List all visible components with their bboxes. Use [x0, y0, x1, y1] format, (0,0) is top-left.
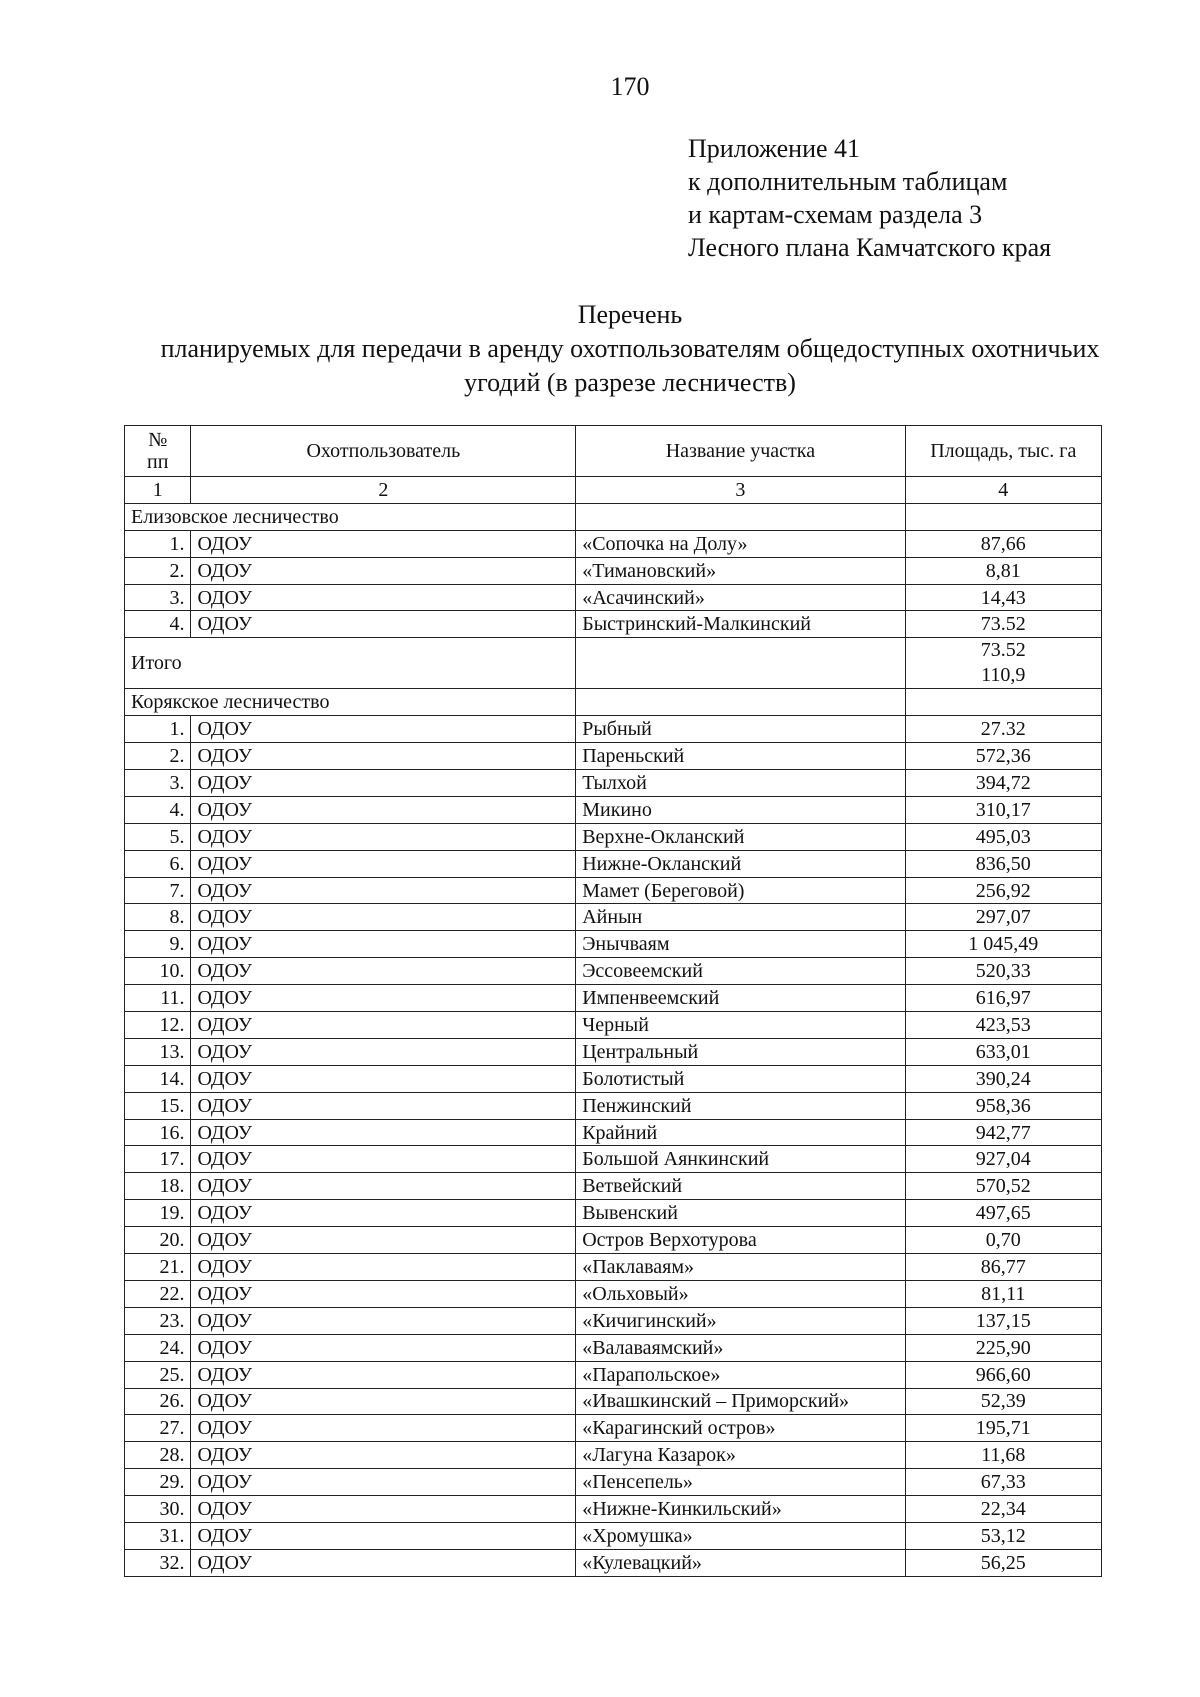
row-plot-name: «Ивашкинский – Приморский» [576, 1388, 905, 1415]
row-user: ОДОУ [191, 931, 576, 958]
row-user: ОДОУ [191, 557, 576, 584]
row-number: 29. [125, 1469, 191, 1496]
row-user: ОДОУ [191, 716, 576, 743]
row-plot-name: «Пенсепель» [576, 1469, 905, 1496]
section-row [125, 503, 1102, 530]
row-user: ОДОУ [191, 850, 576, 877]
appendix-line: и картам-схемам раздела 3 [688, 200, 983, 229]
row-user: ОДОУ [191, 1496, 576, 1523]
row-number: 22. [125, 1280, 191, 1307]
table-row [125, 584, 1102, 611]
row-plot-name: «Паклаваям» [576, 1254, 905, 1281]
row-plot-name: Болотистый [576, 1065, 905, 1092]
appendix-line: Приложение 41 [688, 134, 861, 163]
total-row [125, 638, 1102, 689]
row-area: 195,71 [905, 1415, 1101, 1442]
row-user: ОДОУ [191, 796, 576, 823]
row-plot-name: «Сопочка на Долу» [576, 530, 905, 557]
row-user: ОДОУ [191, 1280, 576, 1307]
row-number: 8. [125, 904, 191, 931]
row-area: 958,36 [905, 1092, 1101, 1119]
table-row [125, 1361, 1102, 1388]
table-row [125, 1173, 1102, 1200]
header-user: Охотпользователь [191, 426, 576, 477]
row-plot-name: Энычваям [576, 931, 905, 958]
appendix-line: к дополнительным таблицам [688, 167, 1008, 196]
row-number: 26. [125, 1388, 191, 1415]
total-value [905, 638, 1101, 689]
table-row [125, 904, 1102, 931]
row-plot-name: Эссовеемский [576, 958, 905, 985]
column-number: 2 [191, 477, 576, 504]
row-area: 53,12 [905, 1522, 1101, 1549]
appendix-note [688, 132, 1051, 264]
row-number: 1. [125, 716, 191, 743]
table-row [125, 743, 1102, 770]
row-user: ОДОУ [191, 611, 576, 638]
row-user: ОДОУ [191, 1012, 576, 1039]
row-number: 32. [125, 1549, 191, 1576]
table-row [125, 770, 1102, 797]
row-number: 23. [125, 1307, 191, 1334]
row-plot-name: «Парапольское» [576, 1361, 905, 1388]
row-plot-name: Быстринский-Малкинский [576, 611, 905, 638]
table-row [125, 1496, 1102, 1523]
column-number: 3 [576, 477, 905, 504]
table-header-row [125, 426, 1102, 477]
row-area: 1 045,49 [905, 931, 1101, 958]
table-row [125, 823, 1102, 850]
row-area: 27.32 [905, 716, 1101, 743]
row-user: ОДОУ [191, 1469, 576, 1496]
row-plot-name: «Валаваямский» [576, 1334, 905, 1361]
table-row [125, 611, 1102, 638]
row-number: 1. [125, 530, 191, 557]
table-row [125, 796, 1102, 823]
row-area: 52,39 [905, 1388, 1101, 1415]
row-area: 73.52 [905, 611, 1101, 638]
table-row [125, 1254, 1102, 1281]
row-plot-name: «Хромушка» [576, 1522, 905, 1549]
row-area: 8,81 [905, 557, 1101, 584]
row-plot-name: Пенжинский [576, 1092, 905, 1119]
row-plot-name: Мамет (Береговой) [576, 877, 905, 904]
row-plot-name: Крайний [576, 1119, 905, 1146]
row-area: 256,92 [905, 877, 1101, 904]
row-user: ОДОУ [191, 1119, 576, 1146]
row-user: ОДОУ [191, 1549, 576, 1576]
table-row [125, 1200, 1102, 1227]
row-plot-name: «Тимановский» [576, 557, 905, 584]
row-plot-name: «Лагуна Казарок» [576, 1442, 905, 1469]
row-number: 21. [125, 1254, 191, 1281]
row-number: 3. [125, 770, 191, 797]
row-area: 86,77 [905, 1254, 1101, 1281]
row-plot-name: «Кичигинский» [576, 1307, 905, 1334]
table-row [125, 1280, 1102, 1307]
table-row [125, 716, 1102, 743]
row-user: ОДОУ [191, 584, 576, 611]
row-user: ОДОУ [191, 1227, 576, 1254]
row-user: ОДОУ [191, 770, 576, 797]
table-row [125, 1038, 1102, 1065]
row-plot-name: Нижне-Окланский [576, 850, 905, 877]
row-number: 7. [125, 877, 191, 904]
table-row [125, 1549, 1102, 1576]
row-number: 10. [125, 958, 191, 985]
header-area: Площадь, тыс. га [905, 426, 1101, 477]
row-user: ОДОУ [191, 985, 576, 1012]
total-value-1: 73.52 [980, 639, 1026, 662]
row-area: 390,24 [905, 1065, 1101, 1092]
row-number: 3. [125, 584, 191, 611]
row-user: ОДОУ [191, 823, 576, 850]
column-number: 4 [905, 477, 1101, 504]
column-number: 1 [125, 477, 191, 504]
row-plot-name: Остров Верхотурова [576, 1227, 905, 1254]
row-user: ОДОУ [191, 1065, 576, 1092]
row-area: 966,60 [905, 1361, 1101, 1388]
row-plot-name: Вывенский [576, 1200, 905, 1227]
row-plot-name: Рыбный [576, 716, 905, 743]
row-user: ОДОУ [191, 1254, 576, 1281]
row-user: ОДОУ [191, 958, 576, 985]
row-number: 28. [125, 1442, 191, 1469]
table-row [125, 1227, 1102, 1254]
row-user: ОДОУ [191, 904, 576, 931]
row-plot-name: «Карагинский остров» [576, 1415, 905, 1442]
row-number: 13. [125, 1038, 191, 1065]
row-user: ОДОУ [191, 1038, 576, 1065]
row-plot-name: Центральный [576, 1038, 905, 1065]
row-area: 394,72 [905, 770, 1101, 797]
row-number: 5. [125, 823, 191, 850]
row-plot-name: Айнын [576, 904, 905, 931]
row-area: 423,53 [905, 1012, 1101, 1039]
row-user: ОДОУ [191, 1200, 576, 1227]
row-area: 572,36 [905, 743, 1101, 770]
row-area: 0,70 [905, 1227, 1101, 1254]
table-row [125, 877, 1102, 904]
row-area: 225,90 [905, 1334, 1101, 1361]
table-row [125, 931, 1102, 958]
row-user: ОДОУ [191, 1146, 576, 1173]
row-area: 942,77 [905, 1119, 1101, 1146]
row-user: ОДОУ [191, 1334, 576, 1361]
row-area: 497,65 [905, 1200, 1101, 1227]
row-user: ОДОУ [191, 877, 576, 904]
row-user: ОДОУ [191, 1361, 576, 1388]
row-area: 520,33 [905, 958, 1101, 985]
row-area: 81,11 [905, 1280, 1101, 1307]
row-number: 27. [125, 1415, 191, 1442]
row-area: 836,50 [905, 850, 1101, 877]
row-plot-name: «Ольховый» [576, 1280, 905, 1307]
row-number: 17. [125, 1146, 191, 1173]
row-area: 297,07 [905, 904, 1101, 931]
appendix-line: Лесного плана Камчатского края [688, 233, 1052, 262]
row-plot-name: Черный [576, 1012, 905, 1039]
row-number: 24. [125, 1334, 191, 1361]
table-row [125, 1388, 1102, 1415]
row-user: ОДОУ [191, 1388, 576, 1415]
row-area: 11,68 [905, 1442, 1101, 1469]
row-user: ОДОУ [191, 1307, 576, 1334]
row-area: 14,43 [905, 584, 1101, 611]
row-plot-name: Тылхой [576, 770, 905, 797]
row-number: 2. [125, 743, 191, 770]
row-area: 310,17 [905, 796, 1101, 823]
row-number: 9. [125, 931, 191, 958]
row-number: 19. [125, 1200, 191, 1227]
row-user: ОДОУ [191, 1442, 576, 1469]
header-name: Название участка [576, 426, 905, 477]
table-row [125, 985, 1102, 1012]
row-number: 4. [125, 611, 191, 638]
column-number-row [125, 477, 1102, 504]
row-plot-name: «Асачинский» [576, 584, 905, 611]
row-plot-name: Пареньский [576, 743, 905, 770]
row-number: 12. [125, 1012, 191, 1039]
table-row [125, 958, 1102, 985]
row-number: 2. [125, 557, 191, 584]
table-row [125, 1146, 1102, 1173]
row-area: 67,33 [905, 1469, 1101, 1496]
total-label: Итого [125, 638, 576, 689]
row-plot-name: Верхне-Окланский [576, 823, 905, 850]
header-number: № пп [125, 426, 191, 477]
table-row [125, 557, 1102, 584]
row-plot-name: «Нижне-Кинкильский» [576, 1496, 905, 1523]
table-row [125, 850, 1102, 877]
title-line: планируемых для передачи в аренду охотпользователям общедоступных охотничьих [160, 334, 1100, 363]
table-row [125, 1012, 1102, 1039]
row-number: 20. [125, 1227, 191, 1254]
row-number: 14. [125, 1065, 191, 1092]
table-row [125, 530, 1102, 557]
document-title [0, 298, 1200, 400]
section-row [125, 689, 1102, 716]
row-area: 570,52 [905, 1173, 1101, 1200]
row-user: ОДОУ [191, 1173, 576, 1200]
total-value-2: 110,9 [981, 664, 1026, 687]
row-number: 25. [125, 1361, 191, 1388]
table-row [125, 1307, 1102, 1334]
section-title: Корякское лесничество [125, 689, 576, 716]
row-number: 30. [125, 1496, 191, 1523]
table-row [125, 1092, 1102, 1119]
row-area: 137,15 [905, 1307, 1101, 1334]
row-plot-name: Большой Аянкинский [576, 1146, 905, 1173]
row-number: 31. [125, 1522, 191, 1549]
row-number: 18. [125, 1173, 191, 1200]
row-area: 87,66 [905, 530, 1101, 557]
table-row [125, 1119, 1102, 1146]
table-row [125, 1415, 1102, 1442]
row-plot-name: «Кулевацкий» [576, 1549, 905, 1576]
row-area: 616,97 [905, 985, 1101, 1012]
hunting-grounds-table [124, 425, 1102, 1577]
row-user: ОДОУ [191, 1092, 576, 1119]
title-line: угодий (в разрезе лесничеств) [464, 368, 796, 397]
title-line: Перечень [577, 300, 683, 329]
row-area: 633,01 [905, 1038, 1101, 1065]
row-number: 6. [125, 850, 191, 877]
row-area: 495,03 [905, 823, 1101, 850]
row-number: 11. [125, 985, 191, 1012]
row-area: 56,25 [905, 1549, 1101, 1576]
row-user: ОДОУ [191, 743, 576, 770]
table-row [125, 1442, 1102, 1469]
row-area: 22,34 [905, 1496, 1101, 1523]
section-title: Елизовское лесничество [125, 503, 576, 530]
table-row [125, 1065, 1102, 1092]
row-number: 4. [125, 796, 191, 823]
row-number: 16. [125, 1119, 191, 1146]
table-row [125, 1334, 1102, 1361]
row-plot-name: Микино [576, 796, 905, 823]
table-row [125, 1469, 1102, 1496]
row-plot-name: Ветвейский [576, 1173, 905, 1200]
row-user: ОДОУ [191, 1522, 576, 1549]
row-user: ОДОУ [191, 1415, 576, 1442]
row-plot-name: Импенвеемский [576, 985, 905, 1012]
page-number: 170 [610, 72, 650, 101]
table-row [125, 1522, 1102, 1549]
row-number: 15. [125, 1092, 191, 1119]
row-area: 927,04 [905, 1146, 1101, 1173]
row-user: ОДОУ [191, 530, 576, 557]
